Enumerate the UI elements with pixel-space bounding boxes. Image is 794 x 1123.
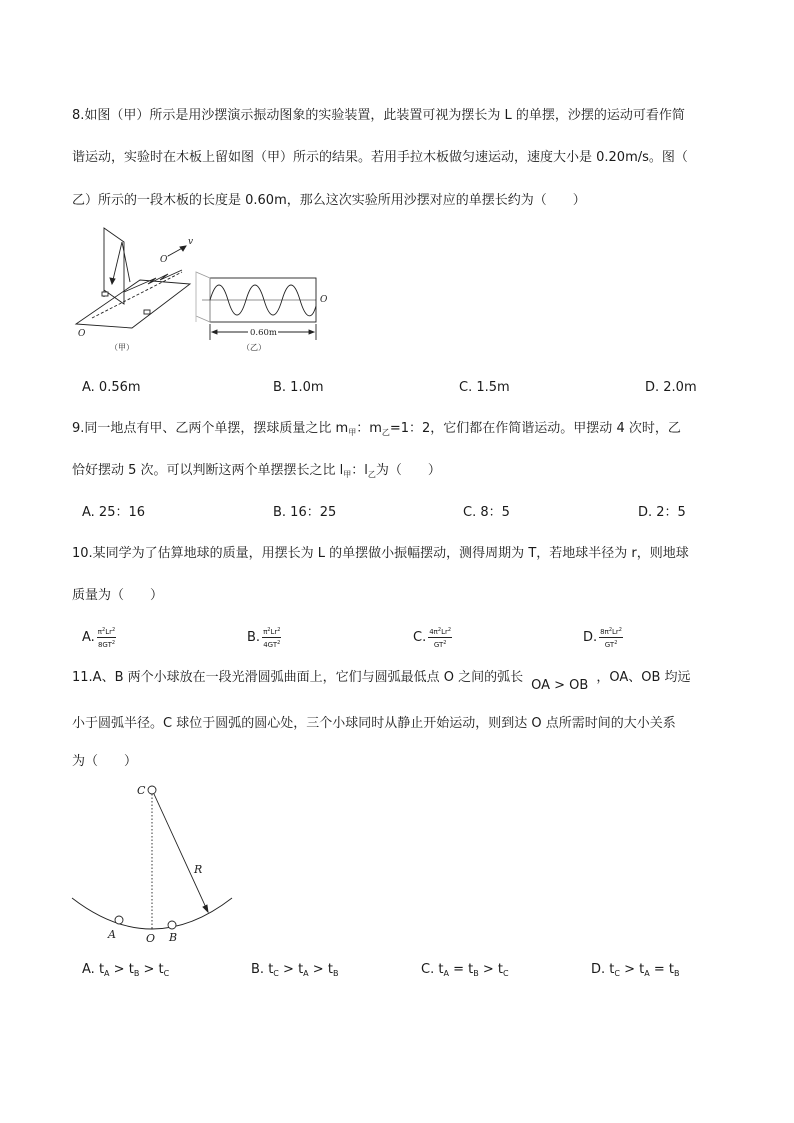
q11-label-a: A — [108, 928, 116, 941]
q11-label-b: B — [169, 931, 178, 944]
arc-length-expression: OA > OB — [531, 678, 589, 693]
q11-option-b[interactable]: B. $t_C > t_A > t_B$ — [251, 962, 339, 978]
q8-figure — [72, 222, 342, 357]
q9-option-b[interactable]: B. 16：25 — [273, 505, 337, 520]
q10-option-b[interactable]: B. $\frac{\pi^2Lr^2}{4GT^2}$ — [247, 627, 281, 649]
q8-label-o-prime: O′ — [160, 255, 170, 265]
fraction: $\frac{8\pi^2Lr^2}{GT^2}$ — [600, 627, 622, 649]
fraction: $\frac{\pi^2Lr^2}{4GT^2}$ — [263, 627, 281, 649]
ball-b — [168, 921, 176, 929]
q8-option-a[interactable]: A. 0.56m — [82, 380, 141, 395]
q10-option-a[interactable]: A. $\frac{\pi^2Lr^2}{8GT^2}$ — [82, 627, 116, 649]
ball-a — [115, 916, 123, 924]
q8-option-c[interactable]: C. 1.5m — [459, 380, 510, 395]
q10-option-c[interactable]: C. $\frac{4\pi^2Lr^2}{GT^2}$ — [413, 627, 452, 649]
q8-label-yi: （乙） — [242, 343, 266, 352]
q8-option-d[interactable]: D. 2.0m — [645, 380, 697, 395]
q11-option-c[interactable]: C. $t_A = t_B > t_C$ — [421, 962, 509, 978]
q8-label-v: v — [188, 237, 194, 247]
q9-option-d[interactable]: D. 2：5 — [638, 505, 686, 520]
q11-text-line2: 小于圆弧半径。C 球位于圆弧的圆心处，三个小球同时从静止开始运动，则到达 O 点所需时间的大小关系 — [72, 716, 676, 731]
fraction: $\frac{\pi^2Lr^2}{8GT^2}$ — [97, 627, 116, 649]
ball-c — [148, 786, 156, 794]
q9-option-a[interactable]: A. 25：16 — [82, 505, 146, 520]
q8-label-o-left: O — [78, 329, 86, 339]
q10-text-line2: 质量为（ ） — [72, 588, 164, 603]
q11-option-a[interactable]: A. $t_A > t_B > t_C$ — [82, 962, 170, 978]
q11-label-r: R — [194, 863, 203, 876]
q8-label-o-right: O — [320, 295, 328, 305]
q10-text-line1: 10.某同学为了估算地球的质量，用摆长为 L 的单摆做小振幅摆动，测得周期为 T，若地球半径为 r，则地球 — [72, 546, 689, 561]
q10-option-d[interactable]: D. $\frac{8\pi^2Lr^2}{GT^2}$ — [583, 627, 622, 649]
q8-text-line1: 8.如图（甲）所示是用沙摆演示振动图象的实验装置，此装置可视为摆长为 L 的单摆，沙摆的运动可看作简 — [72, 108, 685, 123]
fraction: $\frac{4\pi^2Lr^2}{GT^2}$ — [429, 627, 452, 649]
q8-text-line2: 谐运动，实验时在木板上留如图（甲）所示的结果。若用手拉木板做匀速运动，速度大小是 0.20m/s。图（ — [72, 150, 688, 165]
q11-text-line1: 11.A、B 两个小球放在一段光滑圆弧曲面上，它们与圆弧最低点 O 之间的弧长OA > OB，OA、OB 均远 — [72, 670, 691, 693]
q9-option-c[interactable]: C. 8：5 — [463, 505, 510, 520]
q9-text-line2: 恰好摆动 5 次。可以判断这两个单摆摆长之比 $l_甲$：$l_乙$为（ ） — [72, 463, 441, 479]
q8-label-board-length: 0.60m — [250, 328, 277, 338]
q8-option-b[interactable]: B. 1.0m — [273, 380, 324, 395]
q8-figure-jia — [76, 228, 190, 328]
q8-text-line3: 乙）所示的一段木板的长度是 0.60m，那么这次实验所用沙摆对应的单摆长约为（ ） — [72, 193, 586, 208]
q9-text-line1: 9.同一地点有甲、乙两个单摆，摆球质量之比 $m_甲$：$m_乙=1$：2，它们都在作简谐运动。甲摆动 4 次时，乙 — [72, 421, 681, 437]
q11-label-o: O — [146, 932, 156, 945]
q11-figure — [70, 780, 240, 950]
q11-label-c: C — [137, 784, 146, 797]
q8-label-jia: （甲） — [110, 343, 134, 352]
q11-text-line3: 为（ ） — [72, 754, 138, 769]
q11-option-d[interactable]: D. $t_C > t_A = t_B$ — [591, 962, 680, 978]
